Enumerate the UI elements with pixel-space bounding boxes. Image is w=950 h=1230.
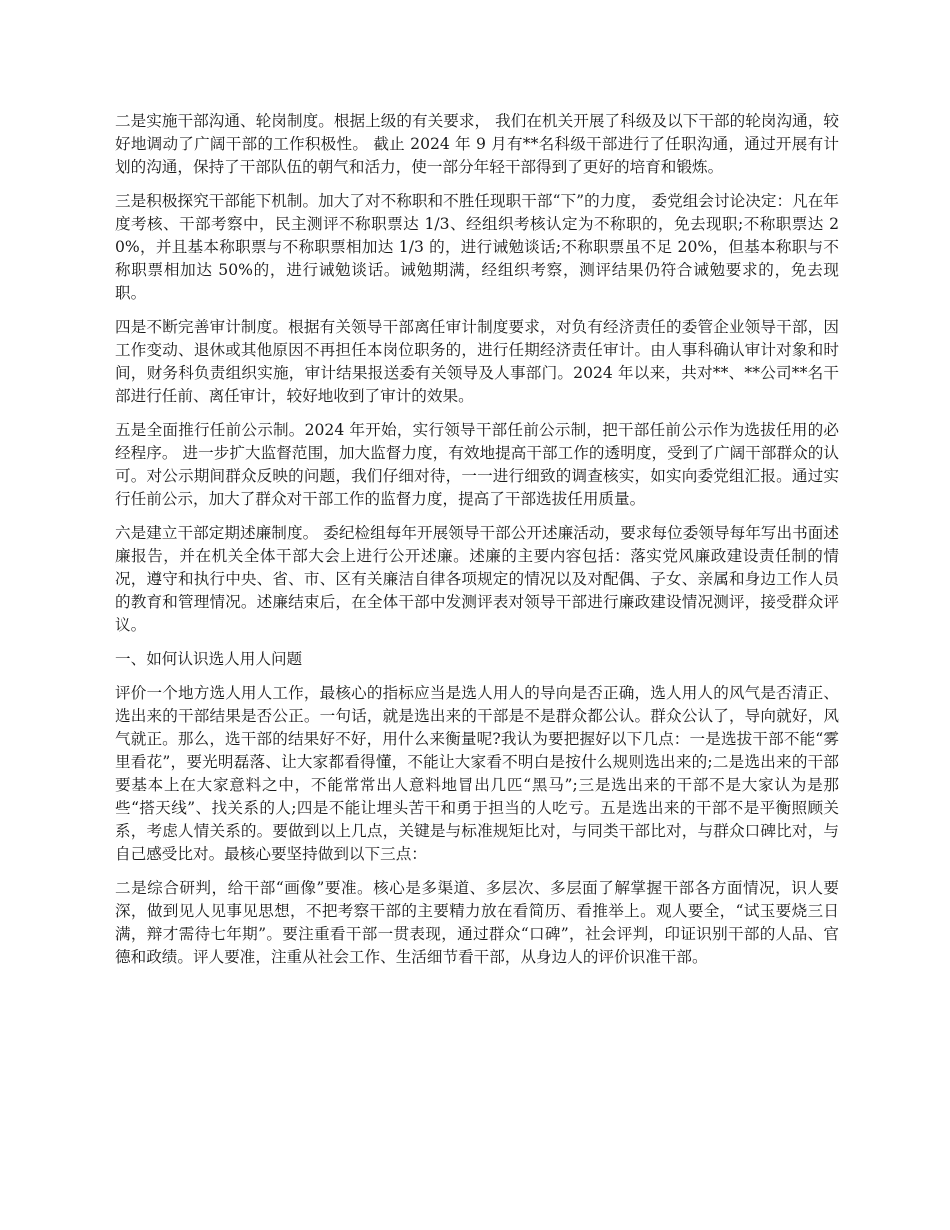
paragraph-demotion-mechanism: 三是积极探究干部能下机制。加大了对不称职和不胜任现职干部“下”的力度， 委党组会讨论决定：凡在年度考核、干部考察中，民主测评不称职票达 1/3、经组织考核认定为不称职的，免去现职;不称职票达 20%，并且基本称职票与不称职票相加达 1/3 的，进行诫勉谈话;不称职票虽不足 20%，但基本称职与不称职票相加达 50%的，进行诫勉谈话。诫勉期满，经组织考察，测评结果仍符合诫勉要求的，免去现职。 <box>115 192 839 302</box>
paragraph-evaluation-criteria: 评价一个地方选人用人工作，最核心的指标应当是选人用人的导向是否正确，选人用人的风气是否清正、选出来的干部结果是否公正。一句话，就是选出来的干部是不是群众都公认。群众公认了，导向就好，风气就正。那么，选干部的结果好不好，用什么来衡量呢?我认为要把握好以下几点：一是选拔干部不能“雾里看花”，要光明磊落、让大家都看得懂，不能让大家看不明白是按什么规则选出来的;二是选出来的干部要基本上在大家意料之中，不能常常出人意料地冒出几匹“黑马”;三是选出来的干部不是大家认为是那些“搭天线”、找关系的人;四是不能让埋头苦干和勇于担当的人吃亏。五是选出来的干部不是平衡照顾关系，考虑人情关系的。要做到以上几点，关键是与标准规矩比对，与同类干部比对，与群众口碑比对，与自己感受比对。最核心要坚持做到以下三点： <box>115 684 839 863</box>
paragraph-pre-appointment-publicity: 五是全面推行任前公示制。2024 年开始，实行领导干部任前公示制，把干部任前公示作为选拔任用的必经程序。 进一步扩大监督范围，加大监督力度，有效地提高干部工作的透明度，受到了广阔干部群众的认可。对公示期间群众反映的问题，我们仔细对待，一一进行细致的调查核实，如实向委党组汇报。通过实行任前公示，加大了群众对干部工作的监督力度，提高了干部选拔任用质量。 <box>115 421 839 508</box>
document-body <box>115 110 839 980</box>
paragraph-audit-system: 四是不断完善审计制度。根据有关领导干部离任审计制度要求，对负有经济责任的委管企业领导干部，因工作变动、退休或其他原因不再担任本岗位职务的，进行任期经济责任审计。由人事科确认审计对象和时间，财务科负责组织实施，审计结果报送委有关领导及人事部门。2024 年以来，共对**、**公司**名干部进行任前、离任审计，较好地收到了审计的效果。 <box>115 318 839 405</box>
paragraph-cadre-rotation: 二是实施干部沟通、轮岗制度。根据上级的有关要求， 我们在机关开展了科级及以下干部的轮岗沟通，较好地调动了广阔干部的工作积极性。 截止 2024 年 9 月有**名科级干部进行了任职沟通，通过开展有计划的沟通，保持了干部队伍的朝气和活力，使一部分年轻干部得到了更好的培育和锻炼。 <box>115 112 839 176</box>
paragraph-integrity-report: 六是建立干部定期述廉制度。 委纪检组每年开展领导干部公开述廉活动，要求每位委领导每年写出书面述廉报告，并在机关全体干部大会上进行公开述廉。述廉的主要内容包括：落实党风廉政建设责任制的情况，遵守和执行中央、省、市、区有关廉洁自律各项规定的情况以及对配偶、子女、亲属和身边工作人员的教育和管理情况。述廉结束后，在全体干部中发测评表对领导干部进行廉政建设情况测评，接受群众评议。 <box>115 524 839 634</box>
section-heading: 一、如何认识选人用人问题 <box>115 650 303 668</box>
paragraph-comprehensive-assessment: 二是综合研判，给干部“画像”要准。核心是多渠道、多层次、多层面了解掌握干部各方面情况，识人要深，做到见人见事见思想，不把考察干部的主要精力放在看简历、看推举上。观人要全，“试玉要烧三日满，辩才需待七年期”。要注重看干部一贯表现，通过群众“口碑”，社会评判，印证识别干部的人品、官德和政绩。评人要准，注重从社会工作、生活细节看干部，从身边人的评价识准干部。 <box>115 879 839 966</box>
